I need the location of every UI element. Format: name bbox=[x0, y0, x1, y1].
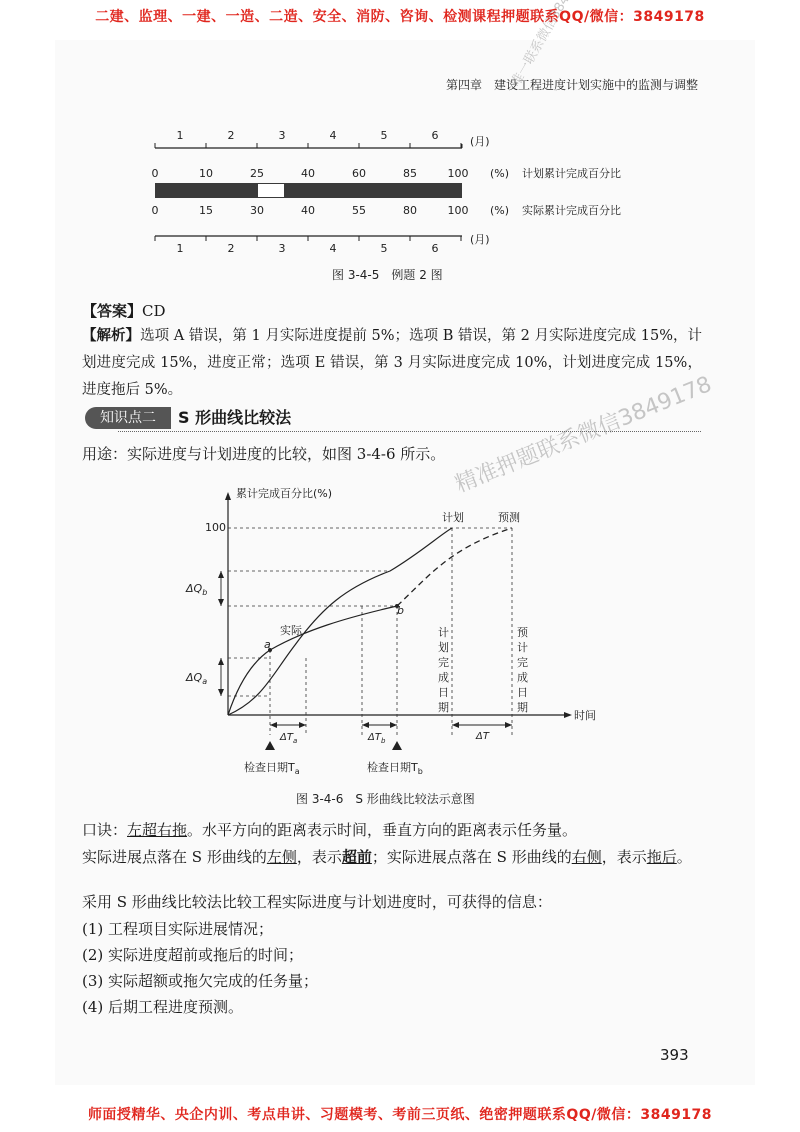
series-label-actual: 实际 bbox=[280, 624, 302, 637]
forecast-finish-char: 完 bbox=[517, 656, 528, 669]
month-top-1: 1 bbox=[176, 129, 184, 142]
plan-value-4: 60 bbox=[352, 167, 366, 180]
dt-b-label: $\Delta T_b$ bbox=[368, 732, 386, 745]
answer-label: 【答案】 bbox=[82, 302, 143, 320]
unit-pct-plan: (%) bbox=[490, 167, 510, 180]
dt-label: ΔT bbox=[476, 731, 489, 742]
rule-part: ，表示 bbox=[296, 848, 342, 866]
actual-value-2: 30 bbox=[250, 204, 264, 217]
rule-left: 左侧 bbox=[266, 848, 297, 866]
point-b-label: b bbox=[397, 604, 404, 617]
plan-value-5: 85 bbox=[403, 167, 417, 180]
plan-finish-char: 日 bbox=[438, 686, 449, 699]
plan-finish-char: 期 bbox=[438, 701, 449, 714]
plan-label: 计划累计完成百分比 bbox=[522, 167, 621, 180]
month-bottom-2: 2 bbox=[227, 242, 235, 255]
rule-text bbox=[82, 844, 702, 871]
rule-part: ，表示 bbox=[601, 848, 647, 866]
plan-value-0: 0 bbox=[151, 167, 159, 180]
plan-finish-char: 完 bbox=[438, 656, 449, 669]
y-axis-label: 累计完成百分比(%) bbox=[236, 487, 333, 500]
forecast-finish-char: 成 bbox=[517, 671, 528, 684]
actual-value-5: 80 bbox=[403, 204, 417, 217]
month-top-5: 5 bbox=[380, 129, 388, 142]
rule-part: 实际进展点落在 S 形曲线的 bbox=[82, 848, 267, 866]
info-item-2: (2) 实际进度超前或拖后的时间； bbox=[82, 946, 304, 964]
actual-value-4: 55 bbox=[352, 204, 366, 217]
check-marker-b bbox=[392, 741, 402, 750]
plan-value-2: 25 bbox=[250, 167, 264, 180]
actual-value-6: 100 bbox=[447, 204, 469, 217]
dq-b-label: $\Delta Q_b$ bbox=[186, 582, 208, 597]
info-intro: 采用 S 形曲线比较法比较工程实际进度与计划进度时，可获得的信息： bbox=[82, 893, 552, 911]
plan-value-1: 10 bbox=[199, 167, 213, 180]
month-bottom-3: 3 bbox=[278, 242, 286, 255]
month-top-3: 3 bbox=[278, 129, 286, 142]
plan-finish-char: 划 bbox=[438, 641, 449, 654]
promo-banner-bottom: 师面授精华、央企内训、考点串讲、习题模考、考前三页纸、绝密押题联系QQ/微信：3849178 bbox=[87, 1107, 713, 1123]
rule-part: ；实际进展点落在 S 形曲线的 bbox=[371, 848, 572, 866]
month-bottom-6: 6 bbox=[431, 242, 439, 255]
actual-value-3: 40 bbox=[301, 204, 315, 217]
knowledge-point-tag: 知识点二 bbox=[85, 407, 171, 429]
rule-right: 右侧 bbox=[571, 848, 602, 866]
actual-value-1: 15 bbox=[199, 204, 213, 217]
month-bottom-5: 5 bbox=[380, 242, 388, 255]
month-top-4: 4 bbox=[329, 129, 337, 142]
x-axis-label: 时间 bbox=[574, 709, 596, 722]
actual-value-0: 0 bbox=[151, 204, 159, 217]
usage-text: 用途：实际进度与计划进度的比较，如图 3-4-6 所示。 bbox=[82, 445, 446, 463]
fig1-caption: 图 3-4-5 例题 2 图 bbox=[332, 268, 443, 282]
mnemonic-phrase: 左超右拖 bbox=[127, 821, 188, 839]
month-bottom-4: 4 bbox=[329, 242, 337, 255]
plan-value-3: 40 bbox=[301, 167, 315, 180]
watermark-2: 精准押题联系微信3849178 bbox=[451, 371, 716, 498]
plan-finish-char: 成 bbox=[438, 671, 449, 684]
check-marker-a bbox=[265, 741, 275, 750]
month-bottom-1: 1 bbox=[176, 242, 184, 255]
plan-finish-char: 计 bbox=[438, 626, 449, 639]
forecast-finish-char: 预 bbox=[517, 626, 528, 639]
analysis-text: 选项 A 错误，第 1 月实际进度提前 5%；选项 B 错误，第 2 月实际进度完成 15%，计划进度完成 15%，进度正常；选项 E 错误，第 3 月实际进度完成 10%，计划进度完成 15%，进度拖后 5%。 bbox=[82, 328, 702, 398]
series-label-plan: 计划 bbox=[442, 511, 464, 524]
forecast-finish-char: 计 bbox=[517, 641, 528, 654]
forecast-curve bbox=[397, 528, 512, 606]
unit-pct-actual: (%) bbox=[490, 204, 510, 217]
page-number: 393 bbox=[660, 1046, 689, 1064]
rule-part: 。 bbox=[676, 848, 692, 866]
info-item-4: (4) 后期工程进度预测。 bbox=[82, 998, 244, 1016]
check-date-b: 检查日期$T_b$ bbox=[367, 761, 423, 776]
check-date-a: 检查日期$T_a$ bbox=[244, 761, 300, 776]
section-header: 第四章 建设工程进度计划实施中的监测与调整 bbox=[445, 78, 698, 92]
plan-value-6: 100 bbox=[447, 167, 469, 180]
month-top-6: 6 bbox=[431, 129, 439, 142]
info-item-1: (1) 工程项目实际进展情况； bbox=[82, 920, 274, 938]
mnemonic-lead: 口诀： bbox=[82, 821, 128, 839]
dt-a-label: $\Delta T_a$ bbox=[280, 732, 298, 745]
rule-ahead: 超前 bbox=[341, 848, 372, 866]
knowledge-point-title: S 形曲线比较法 bbox=[178, 408, 292, 427]
month-top-2: 2 bbox=[227, 129, 235, 142]
forecast-finish-char: 期 bbox=[517, 701, 528, 714]
info-item-3: (3) 实际超额或拖欠完成的任务量； bbox=[82, 972, 319, 990]
analysis-label: 【解析】 bbox=[82, 327, 141, 344]
answer-value: CD bbox=[142, 302, 166, 320]
fig2-caption: 图 3-4-6 S 形曲线比较法示意图 bbox=[296, 792, 475, 806]
unit-month-top: (月) bbox=[470, 135, 490, 148]
y-tick-100: 100 bbox=[205, 521, 226, 534]
point-a-label: a bbox=[264, 638, 271, 651]
rule-behind: 拖后 bbox=[646, 848, 677, 866]
mnemonic-rest: 。水平方向的距离表示时间，垂直方向的距离表示任务量。 bbox=[187, 821, 578, 839]
series-label-forecast: 预测 bbox=[498, 511, 520, 524]
forecast-finish-char: 日 bbox=[517, 686, 528, 699]
promo-banner-top: 二建、监理、一建、一造、二造、安全、消防、咨询、检测课程押题联系QQ/微信：3849178 bbox=[95, 9, 705, 25]
dq-a-label: $\Delta Q_a$ bbox=[186, 671, 208, 686]
actual-label: 实际累计完成百分比 bbox=[522, 204, 621, 217]
unit-month-bottom: (月) bbox=[470, 233, 490, 246]
mnemonic bbox=[82, 817, 702, 844]
